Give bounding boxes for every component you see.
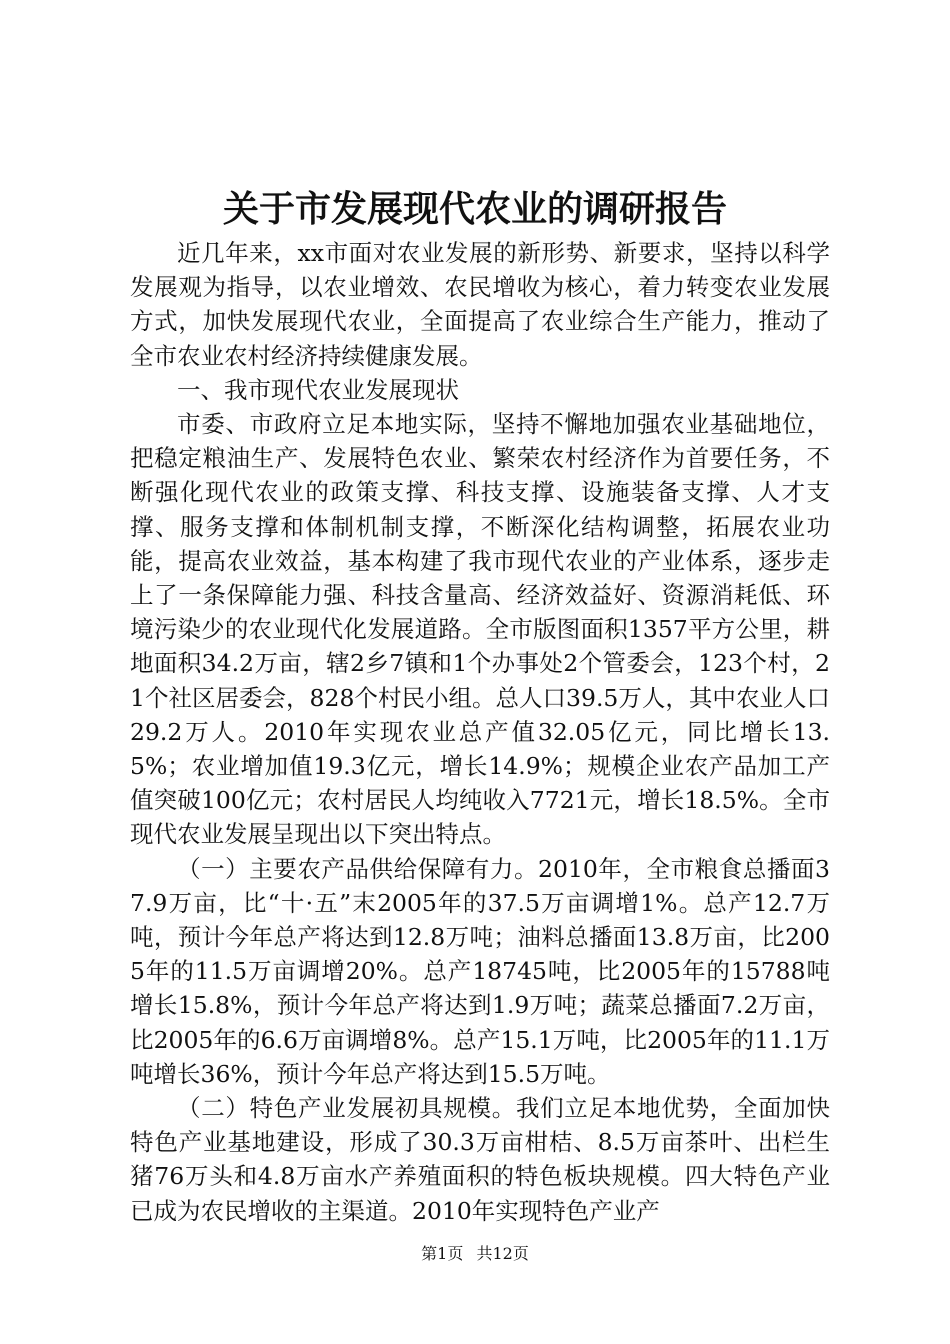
paragraph-supply: （一）主要农产品供给保障有力。2010年，全市粮食总播面37.9万亩，比“十·五”末2005年的37.5万亩调增1%。总产12.7万吨，预计今年总产将达到12.8万吨；油料总播面13.8万亩，比2005年的11.5万亩调增20%。总产18745吨，比2005年的15788吨增长15.8%，预计今年总产将达到1.9万吨；蔬菜总播面7.2万亩，比2005年的6.6万亩调增8%。总产15.1万吨，比2005年的11.1万吨增长36%，预计今年总产将达到15.5万吨。 bbox=[130, 854, 830, 1088]
paragraph-specialty: （二）特色产业发展初具规模。我们立足本地优势，全面加快特色产业基地建设，形成了30.3万亩柑桔、8.5万亩茶叶、出栏生猪76万头和4.8万亩水产养殖面积的特色板块规模。四大特色产业已成为农民增收的主渠道。2010年实现特色产业产 bbox=[130, 1094, 830, 1225]
page-footer bbox=[0, 1243, 950, 1265]
page-total: 共12页 bbox=[476, 1244, 529, 1263]
paragraph-overview: 市委、市政府立足本地实际，坚持不懈地加强农业基础地位，把稳定粮油生产、发展特色农业、繁荣农村经济作为首要任务，不断强化现代农业的政策支撑、科技支撑、设施装备支撑、人才支撑、服务支撑和体制机制支撑，不断深化结构调整，拓展农业功能，提高农业效益，基本构建了我市现代农业的产业体系，逐步走上了一条保障能力强、科技含量高、经济效益好、资源消耗低、环境污染少的农业现代化发展道路。全市版图面积1357平方公里，耕地面积34.2万亩，辖2乡7镇和1个办事处2个管委会，123个村，21个社区居委会，828个村民小组。总人口39.5万人，其中农业人口29.2万人。2010年实现农业总产值32.05亿元，同比增长13.5%；农业增加值19.3亿元，增长14.9%；规模企业农产品加工产值突破100亿元；农村居民人均纯收入7721元，增长18.5%。全市现代农业发展呈现出以下突出特点。 bbox=[130, 410, 830, 849]
page-number: 第1页 bbox=[421, 1244, 464, 1263]
paragraph-intro: 近几年来，xx市面对农业发展的新形势、新要求，坚持以科学发展观为指导，以农业增效、农民增收为核心，着力转变农业发展方式，加快发展现代农业，全面提高了农业综合生产能力，推动了全市农业农村经济持续健康发展。 bbox=[130, 239, 830, 370]
section-heading-1: 一、我市现代农业发展现状 bbox=[177, 375, 459, 404]
document-body bbox=[130, 236, 830, 1228]
document-title: 关于市发展现代农业的调研报告 bbox=[222, 188, 727, 230]
